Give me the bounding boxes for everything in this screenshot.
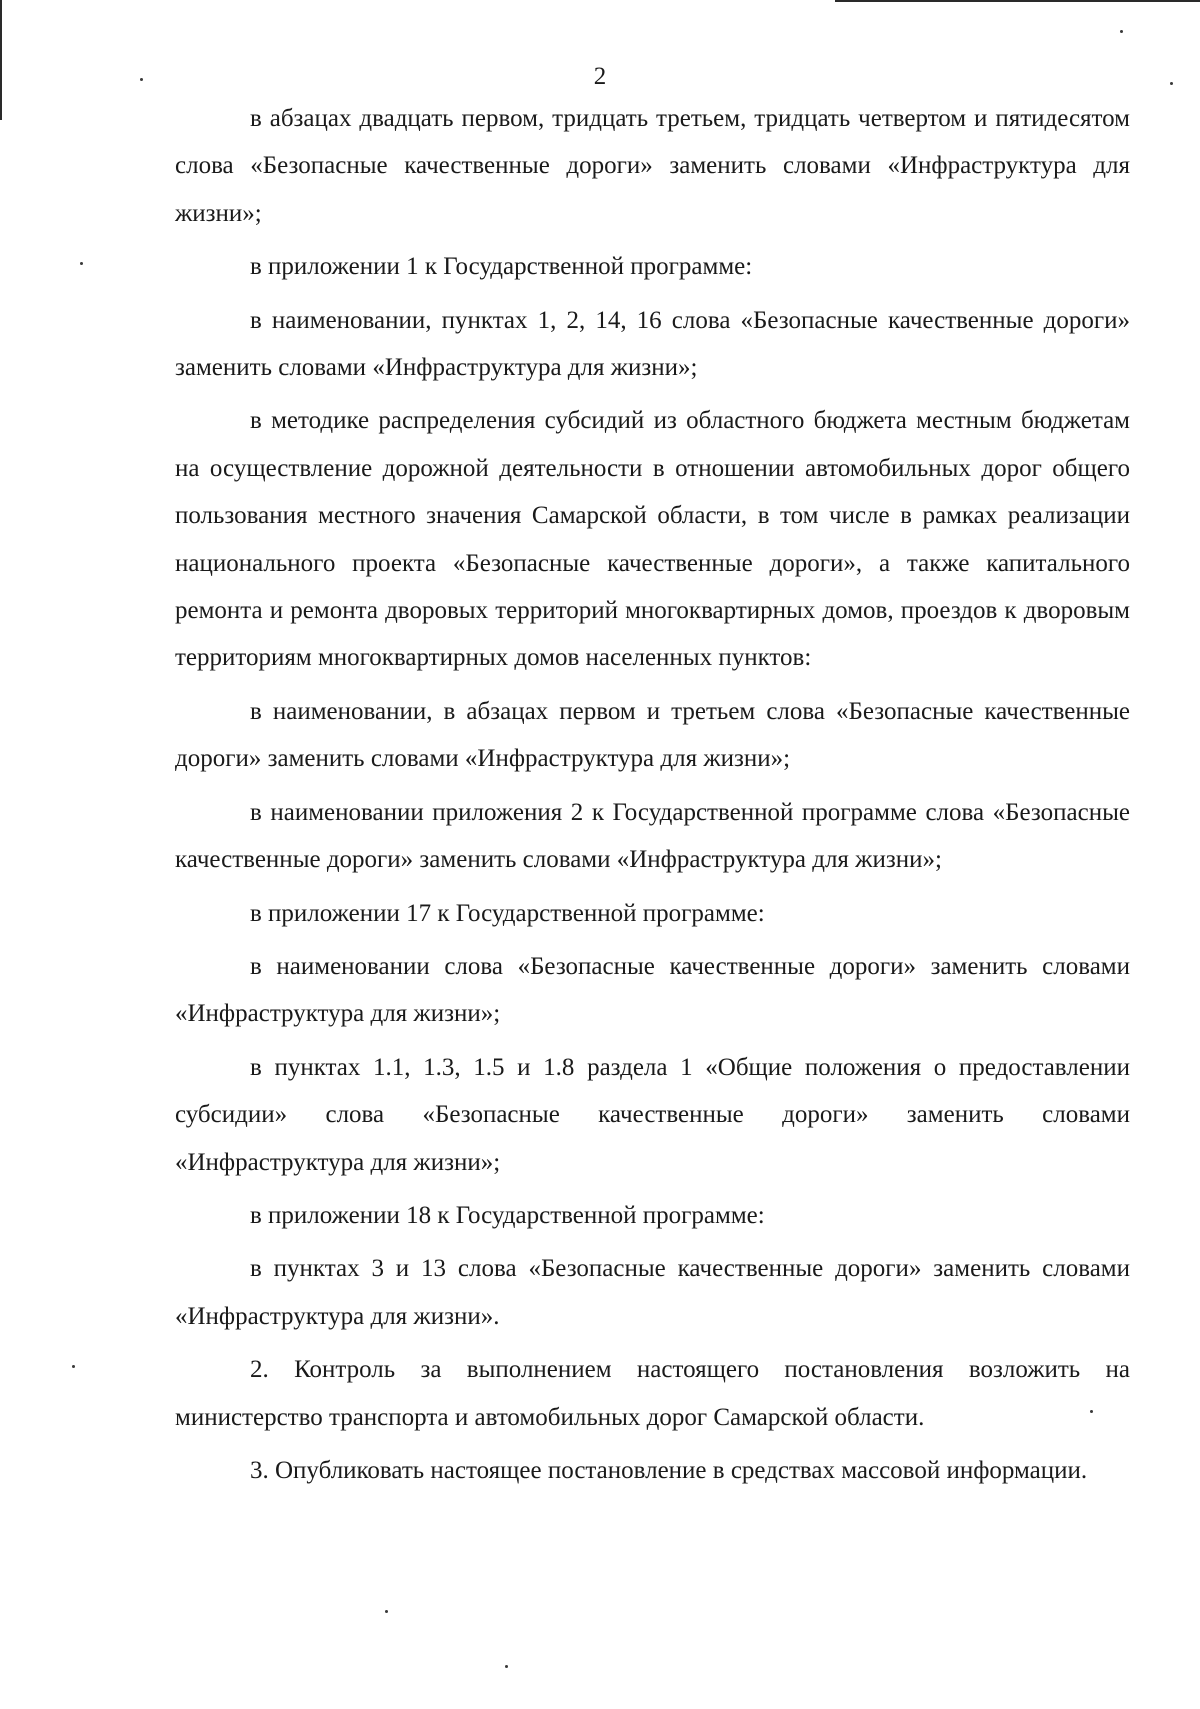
paragraph: в наименовании, пунктах 1, 2, 14, 16 слова «Безопасные качественные дороги» заменить словами «Инфраструктура для жизни»; bbox=[175, 306, 1130, 382]
paragraph: в наименовании приложения 2 к Государственной программе слова «Безопасные качественные дороги» заменить словами «Инфраструктура для жизни»; bbox=[175, 798, 1130, 874]
page-number: 2 bbox=[593, 63, 607, 90]
scan-edge-left bbox=[0, 0, 2, 120]
paragraph: в пунктах 1.1, 1.3, 1.5 и 1.8 раздела 1 «Общие положения о предоставлении субсидии» слова «Безопасные качественные дороги» заменить словами «Инфраструктура для жизни»; bbox=[175, 1053, 1130, 1176]
scan-speck bbox=[72, 1365, 75, 1368]
paragraph: в наименовании слова «Безопасные качественные дороги» заменить словами «Инфраструктура для жизни»; bbox=[175, 952, 1130, 1028]
paragraph: в наименовании, в абзацах первом и третьем слова «Безопасные качественные дороги» заменить словами «Инфраструктура для жизни»; bbox=[175, 697, 1130, 773]
scan-speck bbox=[385, 1610, 388, 1613]
scan-edge-top bbox=[835, 0, 1200, 2]
document-body bbox=[175, 95, 1130, 1500]
scan-speck bbox=[505, 1665, 508, 1668]
scan-speck bbox=[1120, 30, 1123, 33]
paragraph: в приложении 1 к Государственной программе: bbox=[250, 253, 753, 281]
paragraph: в методике распределения субсидий из областного бюджета местным бюджетам на осуществление дорожной деятельности в отношении автомобильных дорог общего пользования местного значения Самарской области, в том числе в рамках реализации национального проекта «Безопасные качественные дороги», а также капитального ремонта и ремонта дворовых территорий многоквартирных домов, проездов к дворовым территориям многоквартирных домов населенных пунктов: bbox=[175, 407, 1130, 672]
paragraph: в приложении 18 к Государственной программе: bbox=[250, 1201, 765, 1229]
paragraph: в абзацах двадцать первом, тридцать третьем, тридцать четвертом и пятидесятом слова «Безопасные качественные дороги» заменить словами «Инфраструктура для жизни»; bbox=[175, 105, 1130, 227]
paragraph: в пунктах 3 и 13 слова «Безопасные качественные дороги» заменить словами «Инфраструктура для жизни». bbox=[175, 1255, 1130, 1330]
paragraph: в приложении 17 к Государственной программе: bbox=[250, 899, 765, 927]
paragraph: 3. Опубликовать настоящее постановление в средствах массовой информации. bbox=[250, 1456, 1088, 1484]
scan-speck bbox=[80, 262, 83, 265]
paragraph: 2. Контроль за выполнением настоящего постановления возложить на министерство транспорта и автомобильных дорог Самарской области. bbox=[175, 1356, 1130, 1431]
